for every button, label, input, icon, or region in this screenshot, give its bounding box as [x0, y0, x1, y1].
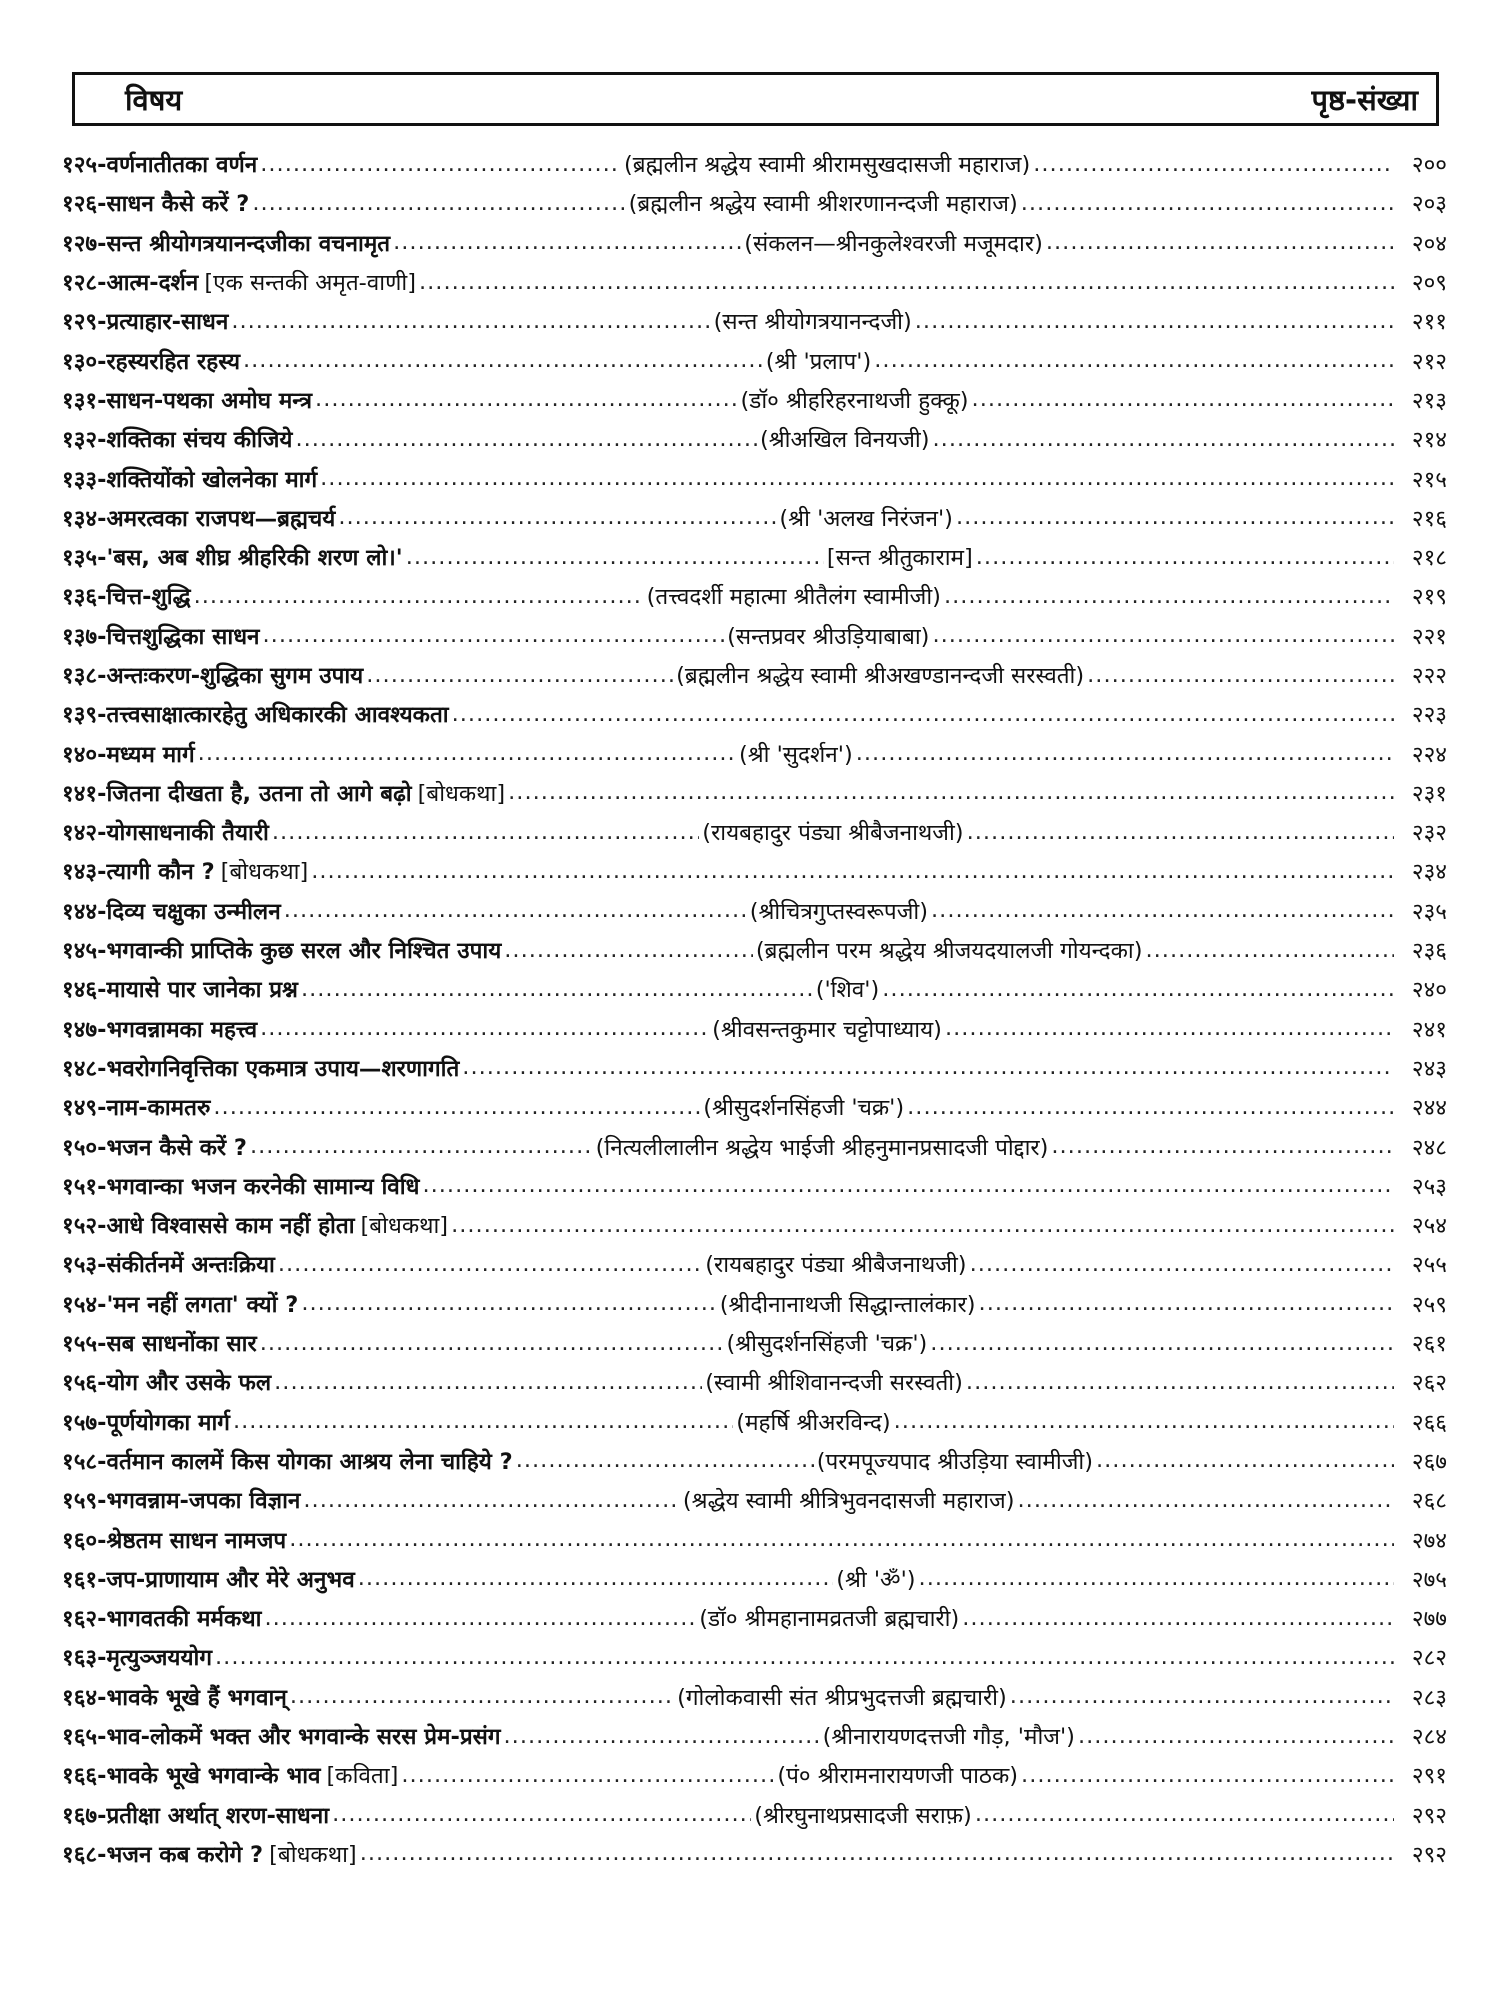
- toc-entry: [62, 183, 1447, 222]
- toc-entry: [62, 576, 1447, 615]
- entry-author: (श्रीवसन्तकुमार चट्टोपाध्याय): [712, 1016, 942, 1043]
- dot-leader: [315, 386, 737, 412]
- dot-leader: [1033, 151, 1394, 177]
- dot-leader: [882, 976, 1394, 1002]
- entry-title: भागवतकी मर्मकथा: [106, 1606, 262, 1633]
- toc-entry: [62, 1598, 1447, 1637]
- entry-title: आत्म-दर्शन: [106, 270, 199, 297]
- entry-number: १५०-: [62, 1134, 107, 1161]
- entry-title: नाम-कामतरु: [106, 1095, 211, 1122]
- entry-title: मायासे पार जानेका प्रश्न: [106, 977, 298, 1004]
- toc-entry: [62, 1794, 1447, 1833]
- dot-leader: [932, 622, 1394, 648]
- entry-author: (श्रीसुदर्शनसिंहजी 'चक्र'): [726, 1331, 928, 1358]
- entry-author: (ब्रह्मलीन श्रद्धेय स्वामी श्रीअखण्डानन्दजी सरस्वती): [676, 663, 1085, 689]
- dot-leader: [272, 819, 699, 845]
- entry-title: 'मन नहीं लगता' क्यों ?: [106, 1291, 299, 1318]
- dot-leader: [1051, 1133, 1394, 1159]
- entry-number: १३२-: [62, 427, 107, 454]
- entry-number: १५५-: [62, 1331, 107, 1358]
- entry-number: १५९-: [62, 1488, 107, 1515]
- entry-title: श्रेष्ठतम साधन नामजप: [106, 1527, 287, 1554]
- entry-page: २१५: [1411, 466, 1447, 493]
- entry-page: २९२: [1411, 1841, 1447, 1868]
- dot-leader: [930, 1330, 1394, 1356]
- entry-title: सब साधनोंका सार: [106, 1331, 257, 1358]
- dot-leader: [289, 1526, 1394, 1552]
- entry-title: जितना दीखता है, उतना तो आगे बढ़ो: [106, 780, 412, 807]
- entry-title: भगवन्नामका महत्त्व: [106, 1016, 258, 1043]
- entry-number: १३६-: [62, 584, 107, 611]
- dot-leader: [516, 1447, 814, 1473]
- entry-title: भजन कब करोगे ?: [106, 1841, 264, 1868]
- entry-author: (नित्यलीलालीन श्रद्धेय भाईजी श्रीहनुमानप्रसादजी पोद्दार): [595, 1134, 1049, 1161]
- entry-title: 'बस, अब शीघ्र श्रीहरिकी शरण लो।': [106, 545, 403, 572]
- entry-number: १२८-: [62, 270, 107, 297]
- entry-page: २४३: [1411, 1055, 1447, 1082]
- dot-leader: [979, 1290, 1394, 1316]
- entry-number: १६८-: [62, 1841, 107, 1868]
- toc-entry: [62, 851, 1447, 890]
- toc-entry: [62, 458, 1447, 497]
- dot-leader: [894, 1408, 1394, 1434]
- dot-leader: [250, 1133, 593, 1159]
- dot-leader: [252, 190, 625, 216]
- entry-title: त्यागी कौन ?: [106, 859, 215, 886]
- entry-title: भगवान्की प्राप्तिके कुछ सरल और निश्चित उपाय: [106, 938, 502, 965]
- toc-entry: [62, 1284, 1447, 1323]
- dot-leader: [976, 544, 1394, 570]
- dot-leader: [332, 1801, 751, 1827]
- entry-author: (सन्त श्रीयोगत्रयानन्दजी): [713, 309, 912, 336]
- toc-entry: [62, 262, 1447, 301]
- entry-number: १४२-: [62, 820, 107, 847]
- entry-page: २०९: [1411, 270, 1447, 297]
- entry-number: १६७-: [62, 1802, 107, 1829]
- entry-title: मध्यम मार्ग: [106, 741, 195, 768]
- toc-entry: [62, 1677, 1447, 1716]
- entry-number: १२५-: [62, 152, 107, 179]
- entry-title: आधे विश्वाससे काम नहीं होता: [106, 1213, 355, 1240]
- dot-leader: [451, 1212, 1394, 1238]
- entry-title: भजन कैसे करें ?: [106, 1134, 247, 1161]
- entry-page: २००: [1411, 152, 1447, 179]
- entry-page: २४४: [1411, 1095, 1447, 1122]
- toc-entry: [62, 1834, 1447, 1873]
- entry-number: १४४-: [62, 898, 107, 925]
- entry-page: २६१: [1411, 1331, 1447, 1358]
- entry-tag: [बोधकथा]: [417, 780, 506, 807]
- dot-leader: [504, 937, 753, 963]
- entry-tag: [बोधकथा]: [220, 859, 309, 886]
- entry-title: संकीर्तनमें अन्तःक्रिया: [106, 1252, 275, 1279]
- entry-number: १४७-: [62, 1016, 107, 1043]
- entry-author: (तत्त्वदर्शी महात्मा श्रीतैलंग स्वामीजी): [646, 584, 941, 611]
- dot-leader: [931, 897, 1394, 923]
- entry-page: २६७: [1411, 1448, 1447, 1475]
- entry-page: २५४: [1411, 1213, 1447, 1240]
- entry-title: भावके भूखे भगवान्के भाव: [106, 1763, 321, 1790]
- dot-leader: [264, 1605, 696, 1631]
- entry-number: १५४-: [62, 1291, 107, 1318]
- entry-author: (ब्रह्मलीन परम श्रद्धेय श्रीजयदयालजी गोयन्दका): [755, 938, 1143, 965]
- entry-page: २१३: [1411, 387, 1447, 414]
- entry-author: (रायबहादुर पंड्या श्रीबैजनाथजी): [705, 1252, 967, 1279]
- entry-title: तत्त्वसाक्षात्कारहेतु अधिकारकी आवश्यकता: [106, 702, 449, 729]
- toc-entry: [62, 537, 1447, 576]
- dot-leader: [260, 1015, 709, 1041]
- entry-title: पूर्णयोगका मार्ग: [106, 1409, 230, 1436]
- toc-entry: [62, 655, 1447, 694]
- entry-page: २९२: [1411, 1802, 1447, 1829]
- entry-title: भवरोगनिवृत्तिका एकमात्र उपाय—शरणागति: [106, 1055, 460, 1082]
- entry-title: साधन-पथका अमोघ मन्त्र: [106, 387, 313, 414]
- dot-leader: [358, 1565, 833, 1591]
- toc-entry: [62, 340, 1447, 379]
- dot-leader: [338, 504, 776, 530]
- dot-leader: [462, 1054, 1394, 1080]
- toc-entry: [62, 223, 1447, 262]
- entry-tag: [कविता]: [326, 1763, 399, 1790]
- entry-title: भाव-लोकमें भक्त और भगवान्के सरस प्रेम-प्रसंग: [106, 1724, 501, 1751]
- toc-entry: [62, 1362, 1447, 1401]
- dot-leader: [260, 151, 621, 177]
- entry-author: (संकलन—श्रीनकुलेश्वरजी मजूमदार): [744, 230, 1043, 257]
- toc-entry: [62, 144, 1447, 183]
- entry-number: १६५-: [62, 1724, 107, 1751]
- dot-leader: [295, 426, 757, 452]
- entry-number: १६०-: [62, 1527, 107, 1554]
- entry-number: १५६-: [62, 1370, 107, 1397]
- entry-title: चित्त-शुद्धि: [106, 584, 191, 611]
- dot-leader: [303, 1487, 679, 1513]
- dot-leader: [360, 1840, 1394, 1866]
- entry-number: १४६-: [62, 977, 107, 1004]
- entry-page: २५५: [1411, 1252, 1447, 1279]
- entry-author: (ब्रह्मलीन श्रद्धेय स्वामी श्रीशरणानन्दजी महाराज): [628, 191, 1018, 218]
- entry-author: (श्रीनारायणदत्तजी गौड़, 'मौज'): [822, 1724, 1075, 1751]
- entry-page: २३२: [1411, 820, 1447, 847]
- dot-leader: [907, 1094, 1394, 1120]
- dot-leader: [290, 1683, 674, 1709]
- entry-title: अन्तःकरण-शुद्धिका सुगम उपाय: [106, 663, 364, 689]
- entry-author: (रायबहादुर पंड्या श्रीबैजनाथजी): [702, 820, 964, 847]
- entry-page: २५९: [1411, 1291, 1447, 1318]
- dot-leader: [422, 1172, 1394, 1198]
- entry-title: शक्तिका संचय कीजिये: [106, 427, 293, 454]
- entry-page: २६२: [1411, 1370, 1447, 1397]
- entry-author: (महर्षि श्रीअरविन्द): [736, 1409, 891, 1436]
- dot-leader: [301, 1290, 716, 1316]
- entry-author: (श्रीअखिल विनयजी): [759, 427, 930, 454]
- entry-page: २१९: [1411, 584, 1447, 611]
- entry-author: (सन्तप्रवर श्रीउड़ियाबाबा): [727, 623, 930, 650]
- entry-page: २२१: [1411, 623, 1447, 650]
- entry-author: (श्री 'अलख निरंजन'): [779, 505, 953, 532]
- dot-leader: [504, 1723, 820, 1749]
- entry-title: मृत्युञ्जययोग: [106, 1645, 213, 1672]
- dot-leader: [933, 426, 1395, 452]
- dot-leader: [944, 583, 1394, 609]
- entry-page: २१४: [1411, 427, 1447, 454]
- entry-number: १६६-: [62, 1763, 107, 1790]
- dot-leader: [263, 622, 725, 648]
- dot-leader: [1046, 229, 1394, 255]
- toc-entry: [62, 1205, 1447, 1244]
- toc-entry: [62, 969, 1447, 1008]
- toc-entry: [62, 419, 1447, 458]
- entry-title: प्रतीक्षा अर्थात् शरण-साधना: [106, 1802, 330, 1829]
- entry-page: २६८: [1411, 1488, 1447, 1515]
- entry-author: (श्री 'प्रलाप'): [765, 348, 872, 375]
- entry-number: १३३-: [62, 466, 107, 493]
- entry-author: (पं० श्रीरामनारायणजी पाठक): [777, 1763, 1019, 1790]
- entry-author: (श्रीचित्रगुप्तस्वरूपजी): [749, 898, 929, 925]
- entry-number: १३८-: [62, 663, 107, 689]
- entry-author: (गोलोकवासी संत श्रीप्रभुदत्तजी ब्रह्मचारी): [677, 1684, 1007, 1711]
- entry-title: वर्तमान कालमें किस योगका आश्रय लेना चाहिये ?: [106, 1448, 513, 1475]
- entry-page: २५३: [1411, 1173, 1447, 1200]
- entry-tag: [बोधकथा]: [360, 1213, 449, 1240]
- entry-page: २२४: [1411, 741, 1447, 768]
- entry-number: १५१-: [62, 1173, 107, 1200]
- entry-number: १३९-: [62, 702, 107, 729]
- dot-leader: [956, 504, 1394, 530]
- dot-leader: [320, 465, 1394, 491]
- entry-number: १४८-: [62, 1055, 107, 1082]
- entry-number: १४५-: [62, 938, 107, 965]
- dot-leader: [970, 1251, 1394, 1277]
- entry-page: २७५: [1411, 1566, 1447, 1593]
- entry-title: भगवन्नाम-जपका विज्ञान: [106, 1488, 301, 1515]
- entry-title: अमरत्वका राजपथ—ब्रह्मचर्य: [106, 505, 336, 532]
- entry-page: २७७: [1411, 1606, 1447, 1633]
- entry-number: १५३-: [62, 1252, 107, 1279]
- entry-page: २८४: [1411, 1724, 1447, 1751]
- dot-leader: [1087, 662, 1394, 688]
- entry-number: १२६-: [62, 191, 107, 218]
- dot-leader: [1018, 1487, 1394, 1513]
- entry-page: २८३: [1411, 1684, 1447, 1711]
- toc-entry: [62, 1323, 1447, 1362]
- entry-page: २१८: [1411, 545, 1447, 572]
- entry-author: ('शिव'): [815, 977, 880, 1004]
- entry-page: २११: [1411, 309, 1447, 336]
- dot-leader: [393, 229, 741, 255]
- entry-page: २३६: [1411, 938, 1447, 965]
- dot-leader: [1010, 1683, 1394, 1709]
- dot-leader: [194, 583, 644, 609]
- entry-page: २९१: [1411, 1763, 1447, 1790]
- entry-number: १६४-: [62, 1684, 107, 1711]
- toc-entry: [62, 1166, 1447, 1205]
- entry-author: (श्रीदीनानाथजी सिद्धान्तालंकार): [719, 1291, 976, 1318]
- toc-entry: [62, 1048, 1447, 1087]
- toc-entry: [62, 616, 1447, 655]
- entry-number: १५२-: [62, 1213, 107, 1240]
- entry-page: २४८: [1411, 1134, 1447, 1161]
- entry-title: वर्णनातीतका वर्णन: [106, 152, 258, 179]
- entry-title: रहस्यरहित रहस्य: [106, 348, 240, 375]
- dot-leader: [301, 976, 813, 1002]
- entry-number: १५७-: [62, 1409, 107, 1436]
- toc-entry: [62, 498, 1447, 537]
- entry-page: २२२: [1411, 663, 1447, 689]
- entry-number: १२९-: [62, 309, 107, 336]
- entry-title: चित्तशुद्धिका साधन: [106, 623, 260, 650]
- entry-number: १५८-: [62, 1448, 107, 1475]
- entry-number: १३५-: [62, 545, 107, 572]
- dot-leader: [1021, 190, 1394, 216]
- entry-page: २१६: [1411, 505, 1447, 532]
- dot-leader: [406, 544, 824, 570]
- dot-leader: [915, 308, 1394, 334]
- entry-title: भगवान्का भजन करनेकी सामान्य विधि: [106, 1173, 420, 1200]
- header-page-number: पृष्ठ-संख्या: [1311, 82, 1418, 117]
- toc-entry: [62, 1637, 1447, 1676]
- entry-author: (श्रीसुदर्शनसिंहजी 'चक्र'): [703, 1095, 905, 1122]
- dot-leader: [215, 1644, 1394, 1670]
- dot-leader: [366, 662, 673, 688]
- entry-author: (ब्रह्मलीन श्रद्धेय स्वामी श्रीरामसुखदासजी महाराज): [623, 152, 1031, 179]
- entry-tag: [बोधकथा]: [269, 1841, 357, 1868]
- dot-leader: [233, 1408, 733, 1434]
- dot-leader: [1078, 1723, 1394, 1749]
- entry-author: (श्री 'सुदर्शन'): [738, 741, 853, 768]
- entry-title: जप-प्राणायाम और मेरे अनुभव: [106, 1566, 355, 1593]
- dot-leader: [274, 1369, 702, 1395]
- entry-title: योगसाधनाकी तैयारी: [106, 820, 269, 847]
- toc-entry: [62, 1009, 1447, 1048]
- toc-entry: [62, 733, 1447, 772]
- toc-entry: [62, 1519, 1447, 1558]
- entry-page: २४०: [1411, 977, 1447, 1004]
- entry-number: १३०-: [62, 348, 107, 375]
- dot-leader: [198, 740, 736, 766]
- toc-header: [72, 72, 1439, 126]
- entry-number: १४३-: [62, 859, 107, 886]
- entry-page: २२३: [1411, 702, 1447, 729]
- toc-entry: [62, 1402, 1447, 1441]
- toc-entry: [62, 773, 1447, 812]
- toc-entry: [62, 1441, 1447, 1480]
- entry-number: १६२-: [62, 1606, 107, 1633]
- entry-author: (परमपूज्यपाद श्रीउड़िया स्वामीजी): [816, 1448, 1093, 1475]
- entry-page: २८२: [1411, 1645, 1447, 1672]
- toc-entry: [62, 1559, 1447, 1598]
- dot-leader: [967, 819, 1394, 845]
- dot-leader: [975, 1801, 1394, 1827]
- toc-entry: [62, 812, 1447, 851]
- dot-leader: [243, 347, 763, 373]
- entry-author: (श्री 'ॐ'): [836, 1566, 916, 1593]
- entry-author: (श्रद्धेय स्वामी श्रीत्रिभुवनदासजी महाराज): [682, 1488, 1015, 1515]
- entry-page: २७४: [1411, 1527, 1447, 1554]
- dot-leader: [311, 858, 1394, 884]
- toc-entry: [62, 301, 1447, 340]
- toc-entry: [62, 1716, 1447, 1755]
- toc-entry: [62, 891, 1447, 930]
- dot-leader: [419, 269, 1394, 295]
- toc-entry: [62, 1087, 1447, 1126]
- toc-entry: [62, 380, 1447, 419]
- entry-number: १६१-: [62, 1566, 107, 1593]
- entry-number: १३१-: [62, 387, 107, 414]
- dot-leader: [962, 1605, 1394, 1631]
- dot-leader: [856, 740, 1394, 766]
- dot-leader: [508, 779, 1394, 805]
- dot-leader: [231, 308, 710, 334]
- dot-leader: [945, 1015, 1394, 1041]
- entry-author: (डॉ० श्रीमहानामव्रतजी ब्रह्मचारी): [699, 1606, 960, 1633]
- entry-page: २०४: [1411, 230, 1447, 257]
- toc-entry: [62, 930, 1447, 969]
- entry-page: २३१: [1411, 780, 1447, 807]
- entry-title: साधन कैसे करें ?: [106, 191, 250, 218]
- entry-title: प्रत्याहार-साधन: [106, 309, 229, 336]
- entry-title: सन्त श्रीयोगत्रयानन्दजीका वचनामृत: [106, 230, 391, 257]
- toc-entry: [62, 694, 1447, 733]
- toc-entry: [62, 1480, 1447, 1519]
- entry-page: २०३: [1411, 191, 1447, 218]
- toc-entry: [62, 1244, 1447, 1283]
- entry-number: १३७-: [62, 623, 107, 650]
- entry-author: (स्वामी श्रीशिवानन्दजी सरस्वती): [705, 1370, 963, 1397]
- entry-tag: [एक सन्तकी अमृत-वाणी]: [204, 270, 416, 297]
- entry-title: शक्तियोंको खोलनेका मार्ग: [106, 466, 318, 493]
- entry-number: १६३-: [62, 1645, 107, 1672]
- table-of-contents: [62, 144, 1447, 1873]
- dot-leader: [401, 1762, 774, 1788]
- entry-page: २३५: [1411, 898, 1447, 925]
- entry-author: (डॉ० श्रीहरिहरनाथजी हुक्कू): [740, 387, 969, 414]
- entry-title: योग और उसके फल: [106, 1370, 272, 1397]
- entry-number: १३४-: [62, 505, 107, 532]
- dot-leader: [966, 1369, 1394, 1395]
- entry-number: १४९-: [62, 1095, 107, 1122]
- entry-title: दिव्य चक्षुका उन्मीलन: [106, 898, 281, 925]
- entry-author: [सन्त श्रीतुकाराम]: [826, 545, 973, 572]
- entry-number: १२७-: [62, 230, 107, 257]
- dot-leader: [1021, 1762, 1394, 1788]
- dot-leader: [284, 897, 747, 923]
- toc-entry: [62, 1126, 1447, 1165]
- toc-entry: [62, 1755, 1447, 1794]
- entry-page: २४१: [1411, 1016, 1447, 1043]
- entry-page: २३४: [1411, 859, 1447, 886]
- entry-author: (श्रीरघुनाथप्रसादजी सराफ़): [754, 1802, 972, 1829]
- entry-page: २६६: [1411, 1409, 1447, 1436]
- entry-page: २१२: [1411, 348, 1447, 375]
- dot-leader: [452, 701, 1394, 727]
- dot-leader: [1145, 937, 1394, 963]
- dot-leader: [919, 1565, 1394, 1591]
- dot-leader: [278, 1251, 702, 1277]
- header-subject: विषय: [125, 82, 183, 117]
- dot-leader: [260, 1330, 724, 1356]
- dot-leader: [213, 1094, 700, 1120]
- dot-leader: [1096, 1447, 1394, 1473]
- dot-leader: [874, 347, 1394, 373]
- dot-leader: [972, 386, 1394, 412]
- entry-title: भावके भूखे हैं भगवान्: [106, 1684, 287, 1711]
- entry-number: १४०-: [62, 741, 107, 768]
- entry-number: १४१-: [62, 780, 107, 807]
